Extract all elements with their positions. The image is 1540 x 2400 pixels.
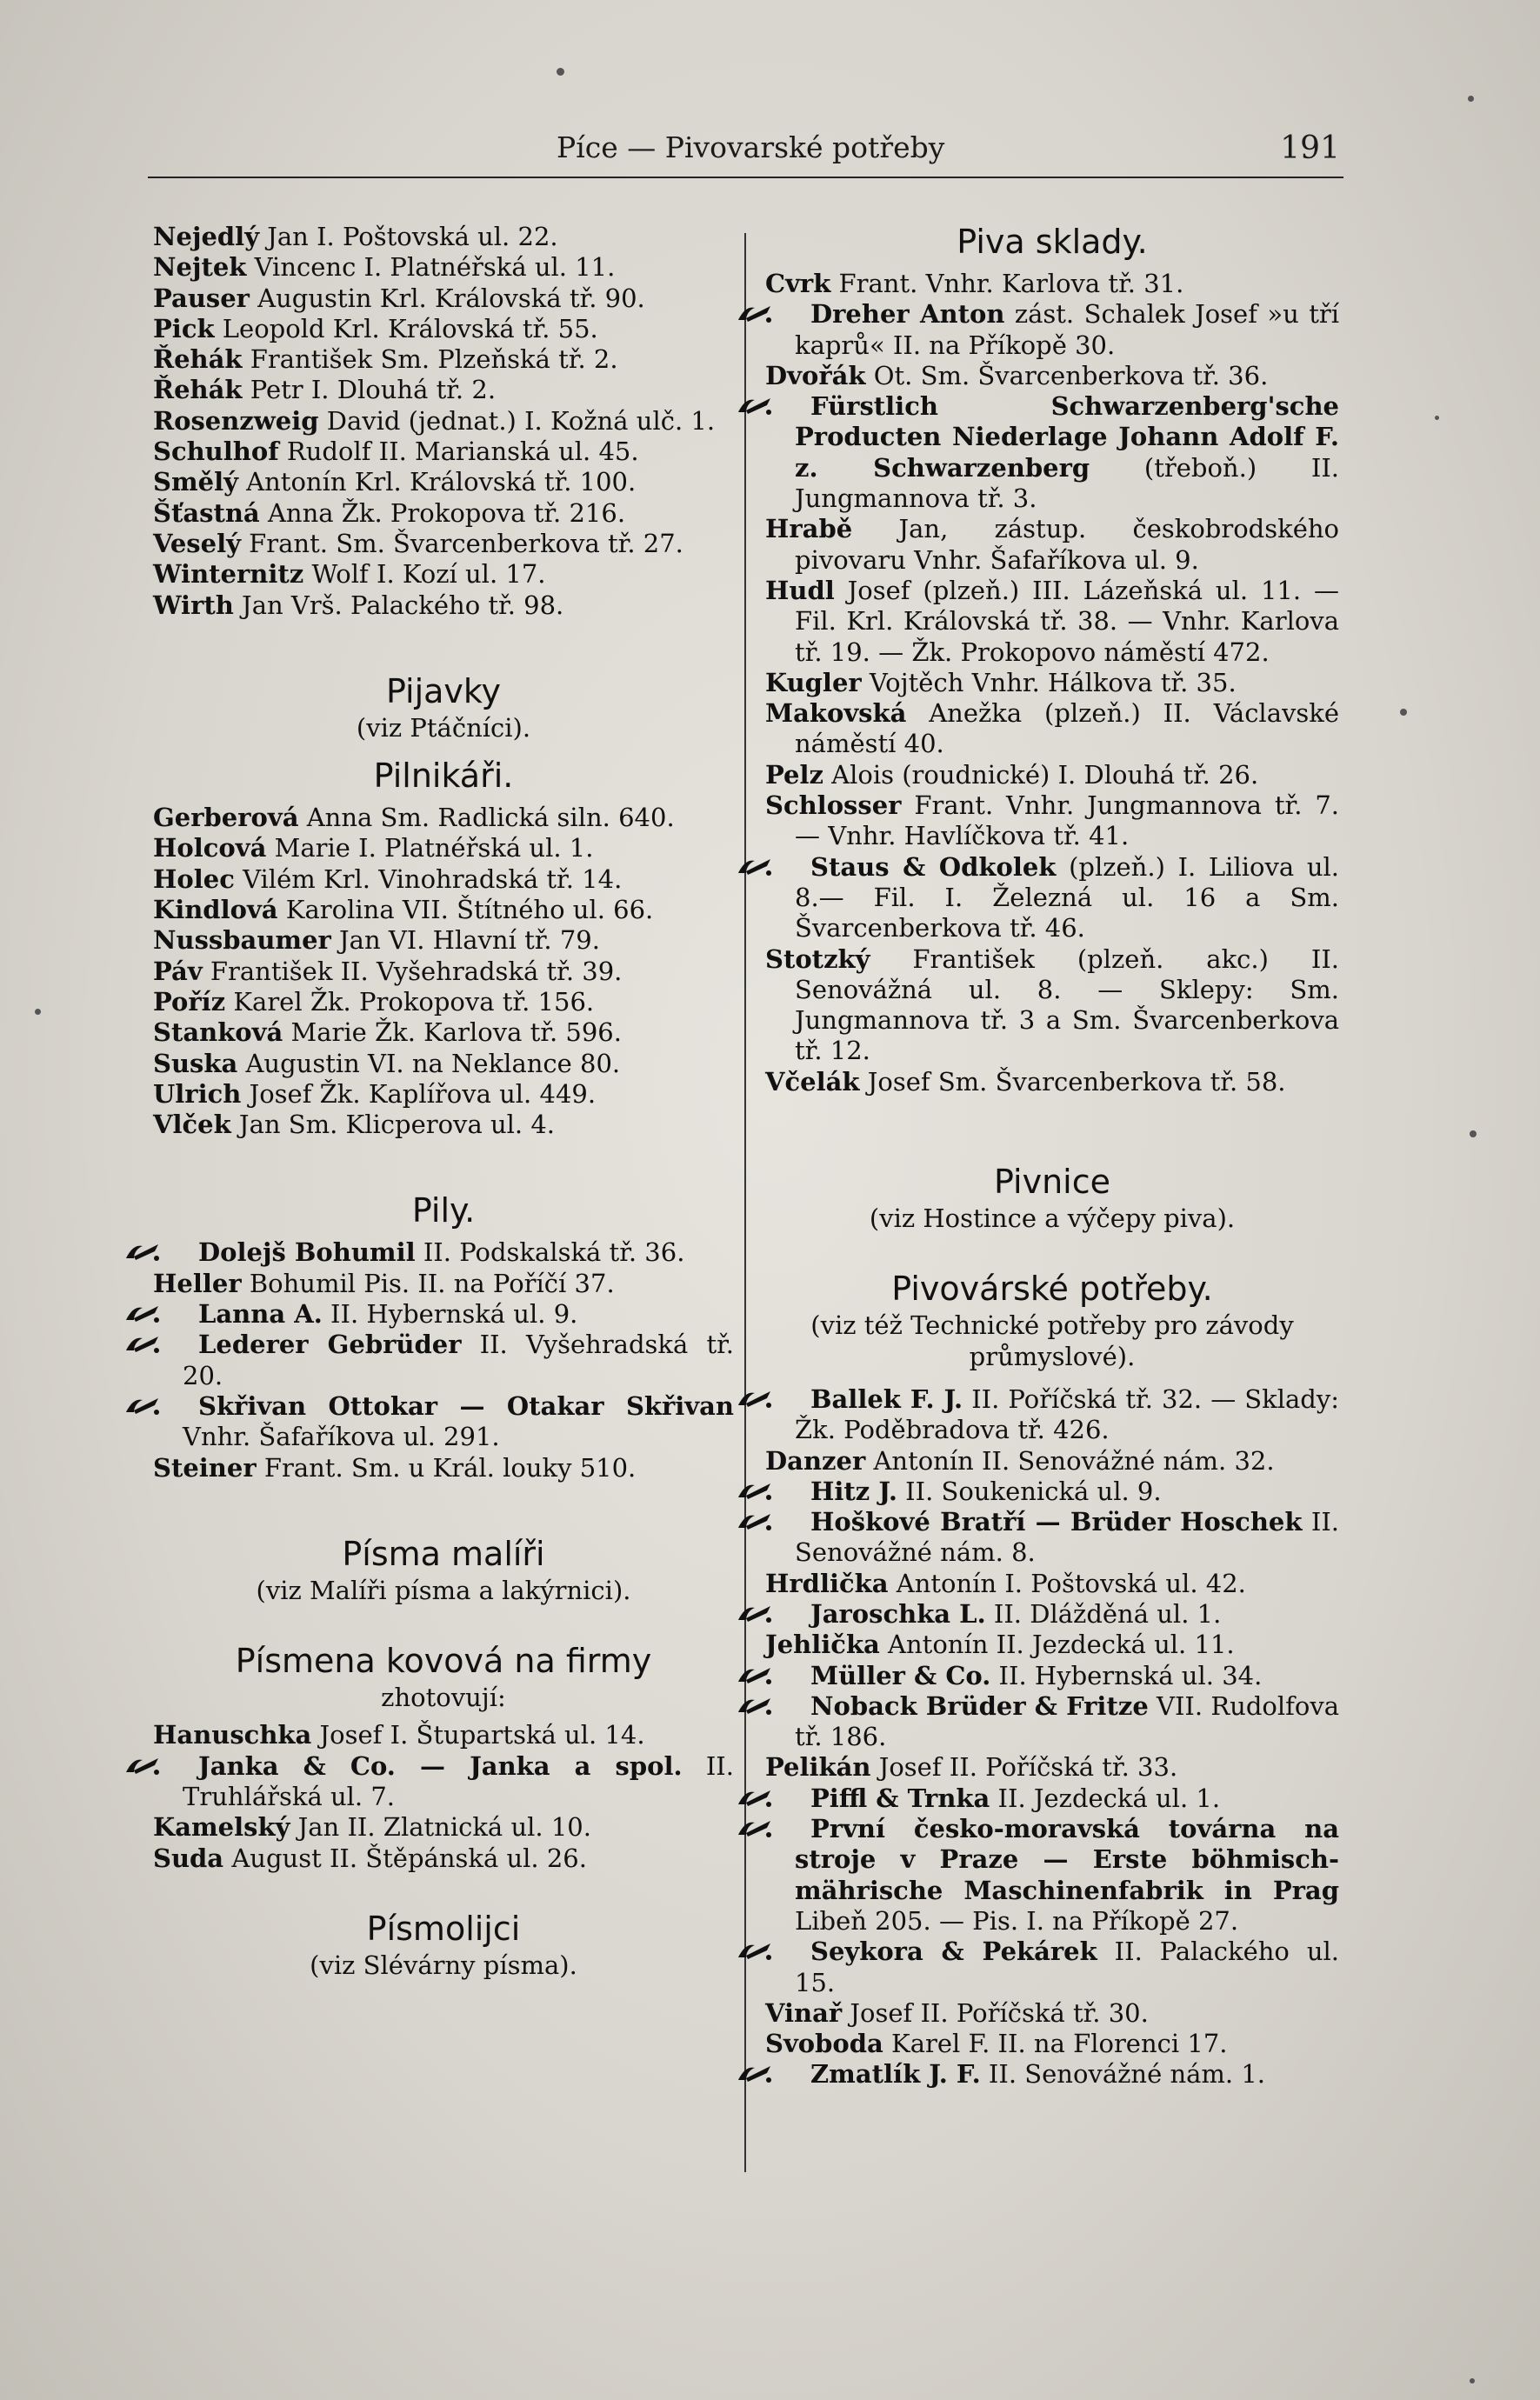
heading-piva-sklady: Piva sklady. xyxy=(957,223,1148,261)
entry-address: II. Palackého ul. 15. xyxy=(795,1937,1339,1997)
list-item xyxy=(765,1661,1339,1691)
entry-name: Páv xyxy=(153,956,203,986)
list-item xyxy=(765,1752,1339,1783)
heading-pivnice: Pivnice xyxy=(993,1163,1111,1202)
list-item xyxy=(153,437,734,467)
list-item xyxy=(765,790,1339,852)
list-item xyxy=(153,1843,734,1874)
entries-piva-sklady xyxy=(765,269,1339,1097)
entry-address: Petr I. Dlouhá tř. 2. xyxy=(242,375,497,405)
entry-address: II. Hybernská ul. 34. xyxy=(990,1660,1263,1690)
list-item xyxy=(153,1391,734,1453)
entry-name: Suda xyxy=(153,1843,224,1873)
entry-address: František (plzeň. akc.) II. Senovážná ul. 8. — Sklepy: Sm. Jungmannova tř. 3 a Sm. Švarcenberkova tř. 12. xyxy=(795,943,1339,1066)
list-item xyxy=(153,864,734,895)
entry-address: Wolf I. Kozí ul. 17. xyxy=(303,559,546,590)
pointing-hand-icon xyxy=(765,1694,803,1717)
entry-name: Stotzký xyxy=(765,943,870,974)
pointing-hand-icon xyxy=(765,1817,803,1839)
heading-pismolijci: Písmolijci xyxy=(366,1909,521,1948)
entries-top xyxy=(153,222,734,621)
list-item xyxy=(153,1269,734,1299)
entry-name: Holcová xyxy=(153,833,267,863)
entry-address: II. Senovážné nám. 8. xyxy=(795,1507,1339,1568)
entry-name: Včelák xyxy=(765,1066,860,1097)
pointing-hand-icon xyxy=(765,1939,803,1962)
pointing-hand-icon xyxy=(765,1479,803,1502)
list-item xyxy=(765,1067,1339,1097)
pointing-hand-icon xyxy=(153,1302,191,1324)
entry-name: Řehák xyxy=(153,375,243,405)
list-item xyxy=(153,314,734,344)
list-item xyxy=(153,1049,734,1079)
list-item xyxy=(153,406,734,437)
list-item xyxy=(765,852,1339,944)
entry-address: II. Poříčská tř. 32. — Sklady: Žk. Poděbradova tř. 426. xyxy=(795,1383,1340,1445)
entry-name: Nejtek xyxy=(153,252,247,283)
entry-address: Jan Vrš. Palackého tř. 98. xyxy=(233,590,564,620)
entry-address: Rudolf II. Marianská ul. 45. xyxy=(278,437,639,467)
scan-speck xyxy=(557,68,564,76)
entry-address: Josef Žk. Kaplířova ul. 449. xyxy=(241,1078,597,1109)
entry-address: Josef (plzeň.) III. Lázeňská ul. 11. — Fil. Krl. Královská tř. 38. — Vnhr. Karlova tř. 19. — Žk. Prokopovo náměstí 472. xyxy=(795,575,1339,667)
column-divider xyxy=(744,233,746,2172)
entry-address: Marie I. Platnéřská ul. 1. xyxy=(266,833,594,863)
entry-name: Řehák xyxy=(153,344,243,375)
entry-address: Antonín Krl. Královská tř. 100. xyxy=(237,467,637,497)
right-column xyxy=(765,222,1339,2090)
entry-name: Hrabě xyxy=(765,514,853,544)
entry-name: Veselý xyxy=(153,528,241,558)
entry-address: II. Podskalská tř. 36. xyxy=(415,1237,685,1268)
entry-address: Bohumil Pis. II. na Poříčí 37. xyxy=(241,1268,615,1298)
list-item xyxy=(765,1599,1339,1630)
entry-name: Nejedlý xyxy=(153,222,260,251)
list-item xyxy=(765,299,1339,361)
entry-name: Pelz xyxy=(765,759,823,790)
list-item xyxy=(765,1630,1339,1660)
list-item xyxy=(765,361,1339,391)
list-item xyxy=(765,668,1339,698)
list-item xyxy=(153,987,734,1017)
left-column xyxy=(153,222,734,1981)
entry-address: Karel F. II. na Florenci 17. xyxy=(883,2029,1228,2059)
entry-address: Antonín II. Senovážné nám. 32. xyxy=(865,1445,1275,1476)
entry-address: Frant. Vnhr. Jungmannova tř. 7. — Vnhr. Havlíčkova tř. 41. xyxy=(795,790,1339,851)
pointing-hand-icon xyxy=(765,1387,803,1410)
entry-name: Poříz xyxy=(153,986,226,1017)
heading-pivovarske: Pivovárské potřeby. xyxy=(891,1270,1213,1309)
entry-address: Ot. Sm. Švarcenberkova tř. 36. xyxy=(865,360,1269,390)
list-item xyxy=(153,344,734,375)
list-item xyxy=(765,1507,1339,1569)
entry-name: Smělý xyxy=(153,467,238,497)
entry-name: Pick xyxy=(153,313,215,343)
list-item xyxy=(153,590,734,621)
entry-address: Jan VI. Hlavní tř. 79. xyxy=(330,925,600,956)
entry-name: Zmatlík J. F. xyxy=(810,2059,981,2090)
entry-name: Nussbaumer xyxy=(153,925,331,956)
list-item xyxy=(765,944,1339,1067)
list-item xyxy=(153,559,734,590)
entry-name: Lederer Gebrüder xyxy=(198,1330,462,1360)
entry-address: Josef Sm. Švarcenberkova tř. 58. xyxy=(859,1066,1286,1097)
pointing-hand-icon xyxy=(765,394,803,417)
entry-address: Josef II. Poříčská tř. 30. xyxy=(842,1997,1149,2028)
entry-address: Leopold Krl. Královská tř. 55. xyxy=(214,313,598,343)
entry-address: Karel Žk. Prokopova tř. 156. xyxy=(225,986,595,1017)
entry-name: Dreher Anton xyxy=(810,299,1005,330)
list-item xyxy=(153,283,734,314)
entry-address: Alois (roudnické) I. Dlouhá tř. 26. xyxy=(823,759,1259,790)
entry-name: Dvořák xyxy=(765,360,866,390)
entry-name: Steiner xyxy=(153,1452,257,1483)
entry-address: Augustin Krl. Královská tř. 90. xyxy=(249,283,645,313)
pointing-hand-icon xyxy=(765,1602,803,1624)
entry-name: Dolejš Bohumil xyxy=(198,1237,416,1268)
entry-name: Rosenzweig xyxy=(153,405,319,436)
entry-name: Schlosser xyxy=(765,790,902,821)
entry-name: Kamelský xyxy=(153,1812,290,1843)
list-item xyxy=(153,1720,734,1750)
list-item xyxy=(153,467,734,497)
entry-address: II. Soukenická ul. 9. xyxy=(897,1476,1162,1506)
running-head xyxy=(557,130,1340,167)
list-item xyxy=(153,895,734,925)
entries-pismena xyxy=(153,1720,734,1873)
entry-address: Frant. Sm. Švarcenberkova tř. 27. xyxy=(240,528,683,558)
entries-pily xyxy=(153,1237,734,1483)
entry-name: Seykora & Pekárek xyxy=(810,1937,1097,1967)
list-item xyxy=(153,498,734,529)
entries-pivovarske xyxy=(765,1384,1339,2090)
sub-pismena: zhotovují: xyxy=(381,1683,506,1713)
entry-name: Gerberová xyxy=(153,803,299,833)
entry-address: Anežka (plzeň.) II. Václavské náměstí 40. xyxy=(795,698,1339,759)
entry-address: Vincenc I. Platnéřská ul. 11. xyxy=(246,252,616,283)
list-item xyxy=(765,698,1339,760)
pointing-hand-icon xyxy=(765,302,803,324)
header-rule xyxy=(148,177,1343,178)
entry-name: Heller xyxy=(153,1268,242,1298)
note-pisma-maliri: (viz Malíři písma a lakýrnici). xyxy=(256,1575,631,1605)
entry-name: Fürstlich Schwarzenberg'sche Producten Niederlage Johann Adolf F. z. Schwarzenberg xyxy=(795,391,1339,483)
pointing-hand-icon xyxy=(765,1510,803,1532)
list-item xyxy=(765,1384,1339,1446)
entry-address: (plzeň.) I. Liliova ul. 8.— Fil. I. Železná ul. 16 a Sm. Švarcenberkova tř. 46. xyxy=(795,851,1339,943)
entry-address: II. Senovážné nám. 1. xyxy=(980,2059,1266,2090)
pointing-hand-icon xyxy=(765,1786,803,1809)
entry-address: Frant. Vnhr. Karlova tř. 31. xyxy=(830,269,1184,298)
list-item xyxy=(153,1079,734,1110)
note-pijavky: (viz Ptáčníci). xyxy=(356,712,531,743)
list-item xyxy=(153,803,734,833)
entry-address: II. Jezdecká ul. 1. xyxy=(990,1783,1221,1813)
scan-speck xyxy=(1470,1130,1477,1137)
list-item xyxy=(765,1446,1339,1477)
entry-name: Staus & Odkolek xyxy=(810,851,1057,882)
entry-address: David (jednat.) I. Kožná ulč. 1. xyxy=(318,405,716,436)
entry-address: zást. Schalek Josef »u tří kaprů« II. na Příkopě 30. xyxy=(795,299,1339,360)
scan-speck xyxy=(1470,2378,1475,2383)
note-pismolijci: (viz Slévárny písma). xyxy=(310,1950,577,1980)
entry-name: Pelikán xyxy=(765,1752,871,1783)
entry-address: Jan Sm. Klicperova ul. 4. xyxy=(230,1110,556,1140)
entry-name: Hoškové Bratří — Brüder Hoschek xyxy=(810,1507,1303,1537)
pointing-hand-icon xyxy=(153,1240,191,1263)
entry-name: Noback Brüder & Fritze xyxy=(810,1690,1149,1721)
list-item xyxy=(153,1453,734,1483)
list-item xyxy=(765,1814,1339,1937)
entry-address: František II. Vyšehradská tř. 39. xyxy=(202,956,623,986)
note-pivnice: (viz Hostince a výčepy piva). xyxy=(869,1203,1236,1234)
entry-name: Stanková xyxy=(153,1017,283,1048)
entry-address: Josef I. Štupartská ul. 14. xyxy=(311,1720,645,1750)
entry-address: Libeň 205. — Pis. I. na Příkopě 27. xyxy=(795,1905,1239,1936)
entry-name: Hanuschka xyxy=(153,1720,312,1750)
entry-address: Marie Žk. Karlova tř. 596. xyxy=(283,1017,622,1048)
entry-name: První česko-moravská továrna na stroje v Praze — Erste böhmisch-mährische Maschinenfabrik in Prag xyxy=(795,1814,1339,1905)
entry-name: Janka & Co. — Janka a spol. xyxy=(198,1750,683,1781)
pointing-hand-icon xyxy=(765,2062,803,2084)
pointing-hand-icon xyxy=(153,1332,191,1355)
entry-address: Anna Žk. Prokopova tř. 216. xyxy=(259,497,626,528)
pointing-hand-icon xyxy=(153,1394,191,1417)
list-item xyxy=(765,1691,1339,1753)
list-item xyxy=(153,252,734,283)
list-item xyxy=(153,529,734,559)
entry-name: Winternitz xyxy=(153,559,304,590)
entry-name: Jaroschka L. xyxy=(810,1598,986,1629)
list-item xyxy=(765,1569,1339,1599)
entry-name: Kugler xyxy=(765,667,862,697)
list-item xyxy=(765,2059,1339,2090)
heading-pily: Pily. xyxy=(411,1191,476,1230)
entry-name: Vlček xyxy=(153,1110,231,1140)
list-item xyxy=(765,391,1339,514)
entry-name: Svoboda xyxy=(765,2029,883,2059)
entry-address: Karolina VII. Štítného ul. 66. xyxy=(277,895,654,925)
list-item xyxy=(153,1237,734,1268)
entry-address: Antonín II. Jezdecká ul. 11. xyxy=(879,1630,1235,1660)
list-item xyxy=(153,925,734,956)
entry-name: Skřivan Ottokar — Otakar Skřivan xyxy=(198,1390,734,1421)
list-item xyxy=(153,1299,734,1330)
entry-name: Ballek F. J. xyxy=(810,1383,963,1414)
entry-name: Šťastná xyxy=(153,497,260,528)
entry-name: Piffl & Trnka xyxy=(810,1783,990,1813)
entry-name: Vinař xyxy=(765,1997,843,2028)
entry-address: II. Vyšehradská tř. 20. xyxy=(183,1330,734,1390)
list-item xyxy=(153,1751,734,1813)
entry-name: Schulhof xyxy=(153,437,279,467)
list-item xyxy=(153,1330,734,1391)
note-pivovarske: (viz též Technické potřeby pro závody průmyslové). xyxy=(810,1310,1294,1371)
scan-speck xyxy=(1400,709,1407,716)
list-item xyxy=(153,1017,734,1048)
entry-name: Wirth xyxy=(153,590,234,620)
list-item xyxy=(765,1783,1339,1814)
entry-name: Jehlička xyxy=(765,1630,880,1660)
entry-name: Hrdlička xyxy=(765,1568,889,1598)
list-item xyxy=(153,1110,734,1140)
list-item xyxy=(765,1937,1339,1998)
heading-pismena: Písmena kovová na firmy xyxy=(235,1642,652,1681)
entry-name: Holec xyxy=(153,863,235,894)
list-item xyxy=(153,957,734,987)
entry-address: Frant. Sm. u Král. louky 510. xyxy=(256,1452,637,1483)
entry-address: (třeboň.) II. Jungmannova tř. 3. xyxy=(795,452,1339,514)
scan-speck xyxy=(35,1009,41,1015)
entry-address: Jan, zástup. českobrodského pivovaru Vnhr. Šafaříkova ul. 9. xyxy=(795,514,1339,575)
entry-address: Vnhr. Šafaříkova ul. 291. xyxy=(183,1422,500,1452)
list-item xyxy=(153,833,734,863)
entry-address: Jan I. Poštovská ul. 22. xyxy=(259,222,558,251)
entry-name: Kindlová xyxy=(153,895,278,925)
list-item xyxy=(765,760,1339,790)
scan-speck xyxy=(1468,96,1474,102)
entry-address: Augustin VI. na Neklance 80. xyxy=(237,1048,621,1078)
pointing-hand-icon xyxy=(765,1663,803,1686)
list-item xyxy=(153,375,734,405)
list-item xyxy=(765,1477,1339,1507)
entry-name: Hudl xyxy=(765,575,835,605)
entries-pilnikari xyxy=(153,803,734,1140)
entry-name: Danzer xyxy=(765,1445,866,1476)
pointing-hand-icon xyxy=(153,1754,191,1777)
list-item xyxy=(153,1812,734,1843)
pointing-hand-icon xyxy=(765,855,803,877)
entry-name: Ulrich xyxy=(153,1078,242,1109)
heading-pijavky: Pijavky xyxy=(385,671,502,710)
entry-name: Hitz J. xyxy=(810,1476,897,1506)
entry-name: Lanna A. xyxy=(198,1299,323,1330)
heading-pisma-maliri: Písma malíři xyxy=(342,1534,545,1573)
list-item xyxy=(153,222,734,252)
entry-address: II. Dlážděná ul. 1. xyxy=(985,1598,1222,1629)
entry-address: II. Hybernská ul. 9. xyxy=(322,1299,578,1330)
entry-address: Vilém Krl. Vinohradská tř. 14. xyxy=(234,863,623,894)
entry-address: Antonín I. Poštovská ul. 42. xyxy=(888,1568,1246,1598)
entry-address: II. Truhlářská ul. 7. xyxy=(183,1750,734,1811)
page-title: Píce — Pivovarské potřeby xyxy=(557,130,945,164)
list-item xyxy=(765,2029,1339,2059)
list-item xyxy=(765,1998,1339,2029)
entry-address: Josef II. Poříčská tř. 33. xyxy=(870,1752,1178,1783)
entry-name: Pauser xyxy=(153,283,250,313)
entry-address: August II. Štěpánská ul. 26. xyxy=(223,1843,587,1873)
page-number: 191 xyxy=(1280,130,1340,166)
entry-name: Makovská xyxy=(765,698,907,729)
list-item xyxy=(765,576,1339,668)
entry-address: František Sm. Plzeňská tř. 2. xyxy=(242,344,618,375)
entry-address: Vojtěch Vnhr. Hálkova tř. 35. xyxy=(861,667,1237,697)
list-item xyxy=(765,514,1339,576)
entry-name: Müller & Co. xyxy=(810,1660,991,1690)
entry-address: Jan II. Zlatnická ul. 10. xyxy=(290,1812,591,1843)
entry-name: Cvrk xyxy=(765,269,831,298)
heading-pilnikari: Pilnikáři. xyxy=(373,757,514,796)
list-item xyxy=(765,269,1339,299)
entry-address: VII. Rudolfova tř. 186. xyxy=(795,1690,1340,1752)
entry-address: Anna Sm. Radlická siln. 640. xyxy=(298,803,675,833)
scan-speck xyxy=(1435,416,1439,420)
entry-name: Suska xyxy=(153,1048,238,1078)
